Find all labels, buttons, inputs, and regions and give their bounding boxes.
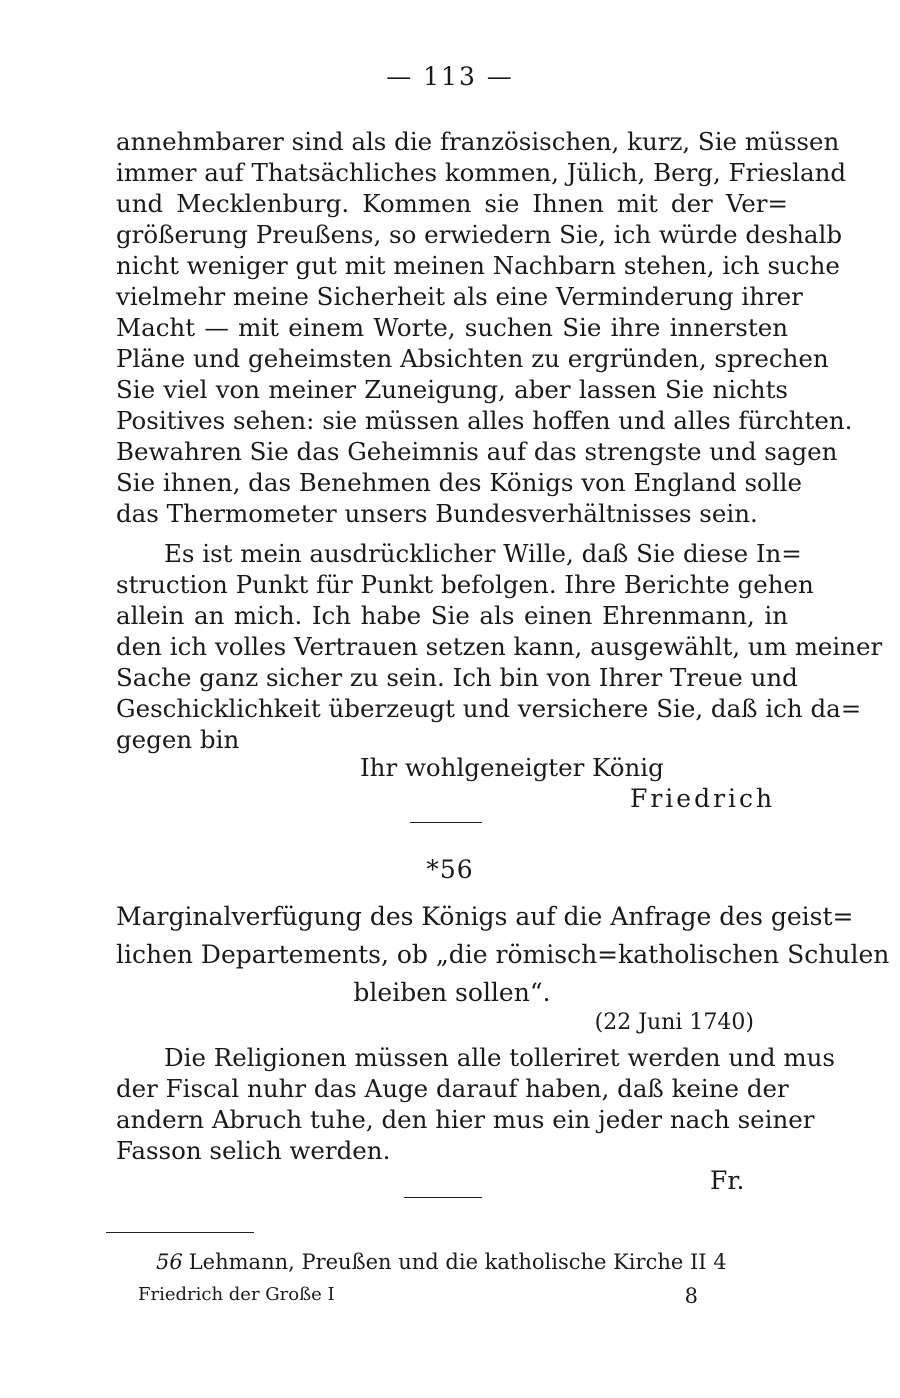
title-line: Marginalverfügung des Königs auf die Anfrage des geist= [116, 902, 854, 931]
section-divider [410, 822, 482, 823]
text-line: Geschicklichkeit überzeugt und versichere Sie, daß ich da= [116, 694, 862, 723]
text-line: nicht weniger gut mit meinen Nachbarn stehen, ich suche [116, 251, 840, 280]
text-line: das Thermometer unsers Bundesverhältnisses sein. [116, 499, 758, 528]
text-line: andern Abruch tuhe, den hier mus ein jeder nach seiner [116, 1105, 815, 1134]
text-line: und Mecklenburg. Kommen sie Ihnen mit der Ver= [116, 189, 788, 218]
text-line: größerung Preußens, so erwiedern Sie, ich würde deshalb [116, 220, 843, 249]
royal-initials: Fr. [710, 1166, 745, 1195]
letter-signature: Friedrich [630, 784, 776, 813]
footnote-rule [106, 1232, 254, 1233]
text-line: Pläne und geheimsten Absichten zu ergründen, sprechen [116, 344, 829, 373]
text-line: immer auf Thatsächliches kommen, Jülich, Berg, Friesland [116, 158, 847, 187]
section-divider [404, 1197, 482, 1198]
document-title [116, 898, 890, 1012]
text-line: Es ist mein ausdrücklicher Wille, daß Sie diese In= [164, 539, 802, 568]
text-line: Fasson selich werden. [116, 1136, 391, 1165]
text-line: Sie viel von meiner Zuneigung, aber lassen Sie nichts [116, 375, 788, 404]
document-number: *56 [426, 855, 474, 884]
text-line: Positives sehen: sie müssen alles hoffen und alles fürchten. [116, 406, 853, 435]
footnote-text: Lehmann, Preußen und die katholische Kirche II 4 [188, 1250, 727, 1274]
document-date: (22 Juni 1740) [594, 1010, 754, 1035]
printer-signature [138, 1284, 698, 1308]
text-line: annehmbarer sind als die französischen, kurz, Sie müssen [116, 127, 840, 156]
printer-signature-label: Friedrich der Große I [138, 1284, 335, 1305]
text-line: Sache ganz sicher zu sein. Ich bin von Ihrer Treue und [116, 663, 798, 692]
text-line: den ich volles Vertrauen setzen kann, ausgewählt, um meiner [116, 632, 883, 661]
footnote-number: 56 [156, 1250, 183, 1274]
paragraph-letter-body [116, 126, 853, 529]
title-line: bleiben sollen“. [353, 978, 551, 1007]
sheet-number: 8 [684, 1284, 698, 1308]
text-line: Die Religionen müssen alle tolleriret werden und mus [164, 1043, 835, 1072]
paragraph-instruction [116, 538, 883, 755]
text-line: Sie ihnen, das Benehmen des Königs von England solle [116, 468, 802, 497]
text-line: Bewahren Sie das Geheimnis auf das strengste und sagen [116, 437, 838, 466]
page-number: — 113 — [386, 62, 514, 91]
text-line: Macht — mit einem Worte, suchen Sie ihre innersten [116, 313, 788, 342]
text-line: der Fiscal nuhr das Auge darauf haben, daß keine der [116, 1074, 789, 1103]
letter-closing: Ihr wohlgeneigter König [360, 753, 664, 782]
text-line: gegen bin [116, 725, 240, 754]
text-line: vielmehr meine Sicherheit als eine Verminderung ihrer [116, 282, 803, 311]
paragraph-decree [116, 1042, 835, 1166]
title-line: lichen Departements, ob „die römisch=katholischen Schulen [116, 940, 890, 969]
text-line: allein an mich. Ich habe Sie als einen Ehrenmann, in [116, 601, 788, 630]
text-line: struction Punkt für Punkt befolgen. Ihre Berichte gehen [116, 570, 814, 599]
footnote [156, 1250, 727, 1274]
